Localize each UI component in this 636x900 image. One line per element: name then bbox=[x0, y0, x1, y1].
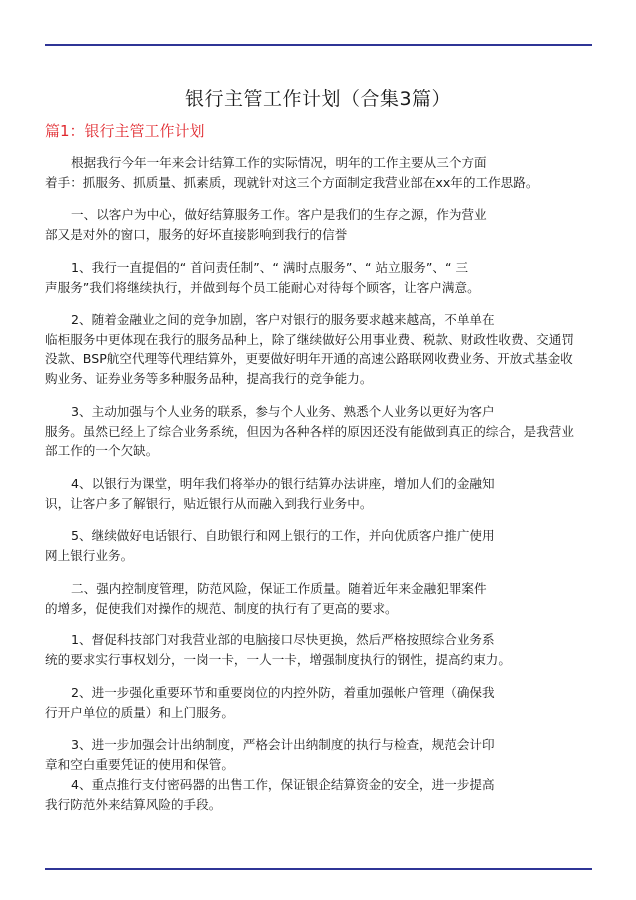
paragraph-line: 4、重点推行支付密码器的出售工作，保证银企结算资金的安全，进一步提高 bbox=[71, 777, 495, 792]
paragraph-item-2-2 bbox=[45, 683, 605, 722]
paragraph-line: 1、督促科技部门对我营业部的电脑接口尽快更换，然后严格按照综合业务系 bbox=[71, 632, 495, 647]
paragraph-line: 根据我行今年一年来会计结算工作的实际情况，明年的工作主要从三个方面 bbox=[71, 155, 487, 170]
paragraph-line: 2、进一步强化重要环节和重要岗位的内控外防，着重加强帐户管理（确保我 bbox=[71, 685, 495, 700]
paragraph-line: 统的要求实行事权划分，一岗一卡，一人一卡，增强制度执行的钢性，提高约束力。 bbox=[45, 651, 511, 667]
section-heading: 篇1：银行主管工作计划 bbox=[45, 122, 205, 140]
paragraph-line: 二、强内控制度管理，防范风险，保证工作质量。随着近年来金融犯罪案件 bbox=[71, 581, 487, 596]
paragraph-line: 2、随着金融业之间的竞争加剧，客户对银行的服务要求越来越高，不单单在 bbox=[71, 312, 495, 327]
paragraph-line: 3、进一步加强会计出纳制度，严格会计出纳制度的执行与检查，规范会计印 bbox=[71, 737, 495, 752]
paragraph-line: 购业务、证券业务等多种服务品种，提高我行的竞争能力。 bbox=[45, 370, 373, 386]
paragraph-line: 的增多，促使我们对操作的规范、制度的执行有了更高的要求。 bbox=[45, 600, 398, 616]
paragraph-item-2-1 bbox=[45, 630, 605, 669]
paragraph-line: 部工作的一个欠缺。 bbox=[45, 443, 159, 459]
paragraph-line: 声服务”我们将继续执行，并做到每个员工能耐心对待每个顾客，让客户满意。 bbox=[45, 279, 480, 295]
paragraph-item-1-3 bbox=[45, 402, 605, 461]
paragraph-item-2-4 bbox=[45, 775, 605, 814]
paragraph-item-1-4 bbox=[45, 474, 605, 513]
paragraph-item-1-5 bbox=[45, 526, 605, 565]
paragraph-line: 临柜服务中更体现在我行的服务品种上，除了继续做好公用事业费、税款、财政性收费、交通罚 bbox=[45, 331, 574, 347]
paragraph-section-2 bbox=[45, 579, 605, 618]
document-title: 银行主管工作计划（合集3篇） bbox=[184, 88, 452, 110]
paragraph-line: 1、我行一直提倡的“ 首问责任制”、“ 满时点服务”、“ 站立服务”、“ 三 bbox=[71, 260, 469, 275]
paragraph-item-1-2 bbox=[45, 310, 605, 388]
paragraph-section-1 bbox=[45, 205, 605, 244]
header-rule bbox=[45, 44, 592, 46]
paragraph-item-2-3 bbox=[45, 735, 605, 774]
paragraph-line: 4、以银行为课堂，明年我们将举办的银行结算办法讲座，增加人们的金融知 bbox=[71, 476, 495, 491]
paragraph-line: 着手：抓服务、抓质量、抓素质，现就针对这三个方面制定我营业部在xx年的工作思路。 bbox=[45, 174, 539, 190]
paragraph-line: 章和空白重要凭证的使用和保管。 bbox=[45, 756, 234, 772]
paragraph-line: 网上银行业务。 bbox=[45, 547, 134, 563]
paragraph-line: 服务。虽然已经上了综合业务系统，但因为各种各样的原因还没有能做到真正的综合，是我营业 bbox=[45, 423, 574, 439]
paragraph-line: 没款、BSP航空代理等代理结算外，更要做好明年开通的高速公路联网收费业务、开放式基金收 bbox=[45, 351, 573, 367]
paragraph-line: 我行防范外来结算风险的手段。 bbox=[45, 796, 222, 812]
paragraph-line: 5、继续做好电话银行、自助银行和网上银行的工作，并向优质客户推广使用 bbox=[71, 528, 495, 543]
paragraph-line: 3、主动加强与个人业务的联系，参与个人业务、熟悉个人业务以更好为客户 bbox=[71, 404, 495, 419]
paragraph-item-1-1 bbox=[45, 258, 605, 297]
paragraph-line: 部又是对外的窗口，服务的好坏直接影响到我行的信誉 bbox=[45, 226, 348, 242]
paragraph-line: 识，让客户多了解银行，贴近银行从而融入到我行业务中。 bbox=[45, 495, 373, 511]
paragraph-line: 行开户单位的质量）和上门服务。 bbox=[45, 704, 234, 720]
paragraph-intro bbox=[45, 153, 605, 192]
footer-rule bbox=[45, 868, 592, 870]
paragraph-line: 一、以客户为中心，做好结算服务工作。客户是我们的生存之源，作为营业 bbox=[71, 207, 487, 222]
